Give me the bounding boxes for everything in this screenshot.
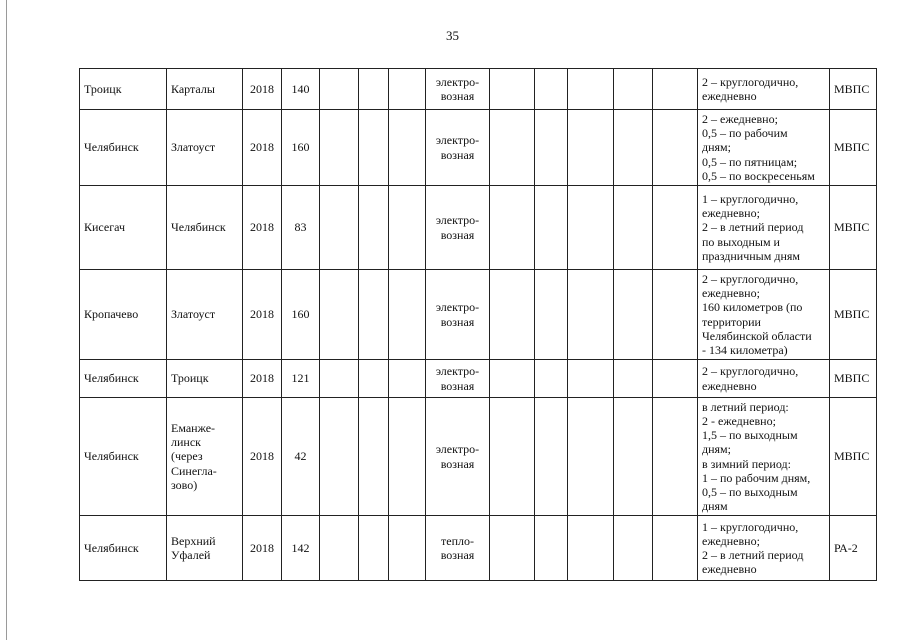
empty-cell xyxy=(653,516,698,581)
empty-cell xyxy=(568,398,614,516)
distance-cell: 83 xyxy=(282,186,320,270)
from-station-cell: Челябинск xyxy=(80,360,167,398)
empty-cell xyxy=(389,270,426,360)
page-number: 35 xyxy=(446,28,459,43)
to-station-cell: Верхний Уфалей xyxy=(167,516,243,581)
schedule-cell: 2 – круглогодично, ежедневно xyxy=(698,360,830,398)
rolling-stock-cell: РА-2 xyxy=(830,516,877,581)
year-cell: 2018 xyxy=(243,69,282,110)
distance-cell: 42 xyxy=(282,398,320,516)
empty-cell xyxy=(568,516,614,581)
empty-cell xyxy=(535,516,568,581)
empty-cell xyxy=(535,110,568,186)
empty-cell xyxy=(614,110,653,186)
empty-cell xyxy=(490,69,535,110)
rolling-stock-cell: МВПС xyxy=(830,270,877,360)
year-cell: 2018 xyxy=(243,360,282,398)
empty-cell xyxy=(535,270,568,360)
rolling-stock-cell: МВПС xyxy=(830,398,877,516)
empty-cell xyxy=(389,69,426,110)
schedule-cell: в летний период: 2 - ежедневно; 1,5 – по выходным дням; в зимний период: 1 – по рабочим дням, 0,5 – по выходным дням xyxy=(698,398,830,516)
traction-cell: тепло- возная xyxy=(426,516,490,581)
table-row xyxy=(80,110,877,186)
empty-cell xyxy=(320,110,359,186)
empty-cell xyxy=(568,360,614,398)
empty-cell xyxy=(535,360,568,398)
to-station-cell: Златоуст xyxy=(167,270,243,360)
empty-cell xyxy=(320,270,359,360)
empty-cell xyxy=(389,360,426,398)
year-cell: 2018 xyxy=(243,398,282,516)
empty-cell xyxy=(359,110,389,186)
empty-cell xyxy=(490,360,535,398)
traction-cell: электро- возная xyxy=(426,110,490,186)
empty-cell xyxy=(653,186,698,270)
empty-cell xyxy=(359,186,389,270)
table-body xyxy=(80,69,877,581)
from-station-cell: Челябинск xyxy=(80,110,167,186)
distance-cell: 140 xyxy=(282,69,320,110)
empty-cell xyxy=(490,270,535,360)
empty-cell xyxy=(359,69,389,110)
empty-cell xyxy=(359,360,389,398)
empty-cell xyxy=(359,516,389,581)
empty-cell xyxy=(490,110,535,186)
empty-cell xyxy=(653,360,698,398)
to-station-cell: Челябинск xyxy=(167,186,243,270)
rolling-stock-cell: МВПС xyxy=(830,69,877,110)
distance-cell: 121 xyxy=(282,360,320,398)
empty-cell xyxy=(568,186,614,270)
schedule-cell: 2 – круглогодично, ежедневно xyxy=(698,69,830,110)
empty-cell xyxy=(614,360,653,398)
empty-cell xyxy=(535,69,568,110)
table-row xyxy=(80,360,877,398)
traction-cell: электро- возная xyxy=(426,398,490,516)
rolling-stock-cell: МВПС xyxy=(830,360,877,398)
rolling-stock-cell: МВПС xyxy=(830,186,877,270)
schedule-cell: 1 – круглогодично, ежедневно; 2 – в летний период ежедневно xyxy=(698,516,830,581)
from-station-cell: Троицк xyxy=(80,69,167,110)
table-row xyxy=(80,186,877,270)
to-station-cell: Троицк xyxy=(167,360,243,398)
distance-cell: 160 xyxy=(282,110,320,186)
empty-cell xyxy=(568,110,614,186)
year-cell: 2018 xyxy=(243,186,282,270)
empty-cell xyxy=(535,398,568,516)
table-row xyxy=(80,516,877,581)
empty-cell xyxy=(359,398,389,516)
schedule-cell: 1 – круглогодично, ежедневно; 2 – в летний период по выходным и праздничным дням xyxy=(698,186,830,270)
empty-cell xyxy=(568,69,614,110)
year-cell: 2018 xyxy=(243,516,282,581)
empty-cell xyxy=(614,398,653,516)
rolling-stock-cell: МВПС xyxy=(830,110,877,186)
traction-cell: электро- возная xyxy=(426,360,490,398)
empty-cell xyxy=(320,516,359,581)
to-station-cell: Златоуст xyxy=(167,110,243,186)
distance-cell: 142 xyxy=(282,516,320,581)
year-cell: 2018 xyxy=(243,270,282,360)
table-row xyxy=(80,270,877,360)
train-schedule-table xyxy=(79,68,877,581)
left-margin-line xyxy=(6,0,7,640)
table-row xyxy=(80,69,877,110)
from-station-cell: Челябинск xyxy=(80,516,167,581)
to-station-cell: Еманже- линск (через Синегла- зово) xyxy=(167,398,243,516)
empty-cell xyxy=(568,270,614,360)
empty-cell xyxy=(535,186,568,270)
empty-cell xyxy=(320,398,359,516)
empty-cell xyxy=(653,270,698,360)
distance-cell: 160 xyxy=(282,270,320,360)
empty-cell xyxy=(653,110,698,186)
empty-cell xyxy=(320,360,359,398)
schedule-cell: 2 – круглогодично, ежедневно; 160 километров (по территории Челябинской области - 134 километра) xyxy=(698,270,830,360)
empty-cell xyxy=(490,398,535,516)
from-station-cell: Челябинск xyxy=(80,398,167,516)
traction-cell: электро- возная xyxy=(426,186,490,270)
empty-cell xyxy=(389,516,426,581)
empty-cell xyxy=(490,516,535,581)
from-station-cell: Кисегач xyxy=(80,186,167,270)
from-station-cell: Кропачево xyxy=(80,270,167,360)
table-row xyxy=(80,398,877,516)
traction-cell: электро- возная xyxy=(426,69,490,110)
empty-cell xyxy=(320,69,359,110)
empty-cell xyxy=(614,186,653,270)
empty-cell xyxy=(614,270,653,360)
empty-cell xyxy=(389,110,426,186)
empty-cell xyxy=(614,69,653,110)
empty-cell xyxy=(359,270,389,360)
empty-cell xyxy=(389,398,426,516)
year-cell: 2018 xyxy=(243,110,282,186)
to-station-cell: Карталы xyxy=(167,69,243,110)
empty-cell xyxy=(320,186,359,270)
empty-cell xyxy=(653,398,698,516)
empty-cell xyxy=(389,186,426,270)
empty-cell xyxy=(653,69,698,110)
schedule-cell: 2 – ежедневно; 0,5 – по рабочим дням; 0,5 – по пятницам; 0,5 – по воскресеньям xyxy=(698,110,830,186)
empty-cell xyxy=(614,516,653,581)
traction-cell: электро- возная xyxy=(426,270,490,360)
empty-cell xyxy=(490,186,535,270)
